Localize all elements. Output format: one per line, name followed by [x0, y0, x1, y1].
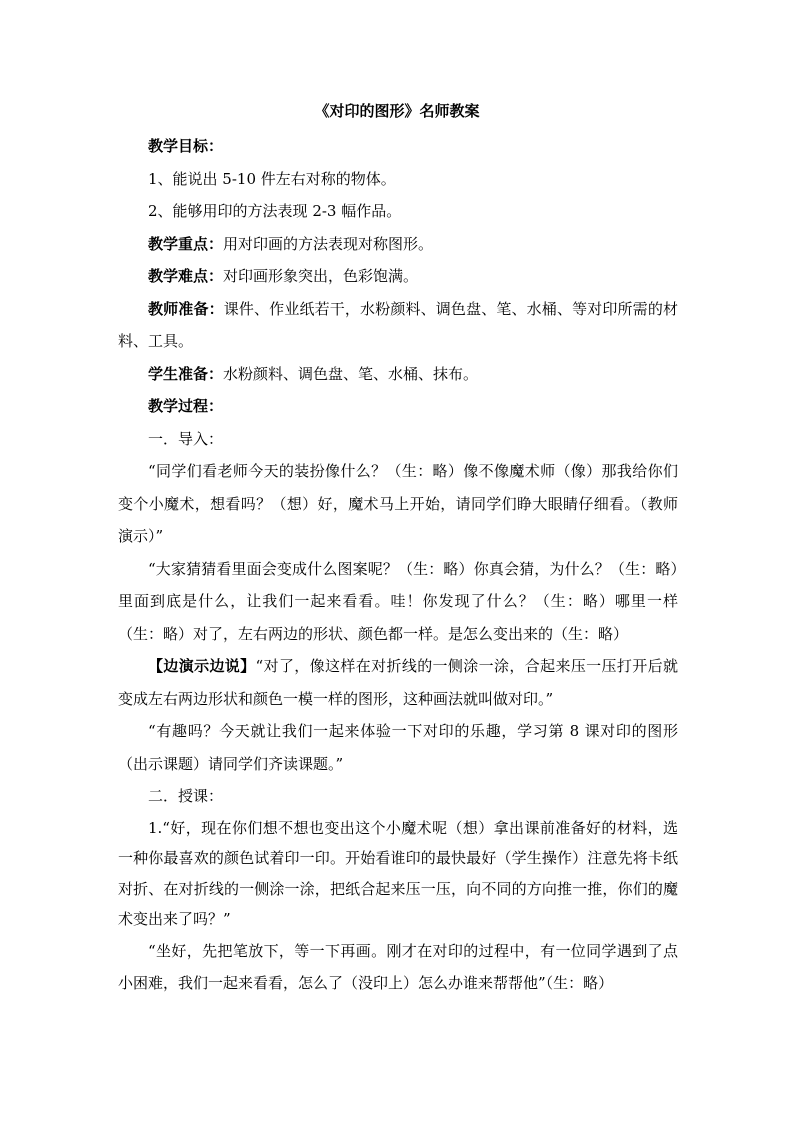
- student-preparation: [118, 358, 678, 391]
- paragraph-6: “坐好，先把笔放下，等一下再画。刚才在对印的过程中，有一位同学遇到了点小困难，我们一起来看看，怎么了（没印上）怎么办谁来帮帮他”（生：略）: [118, 941, 678, 992]
- key-point: [118, 228, 678, 261]
- section-lesson-heading: 二．授课：: [148, 787, 224, 805]
- paragraph-3: [118, 650, 678, 715]
- demo-label: 【边演示边说】: [148, 657, 256, 675]
- document-title: 《对印的图形》名师教案: [314, 102, 480, 120]
- paragraph-2: “大家猜猜看里面会变成什么图案呢？（生：略）你真会猜，为什么？（生：略）里面到底是什么，让我们一起来看看。哇！你发现了什么？（生：略）哪里一样（生：略）对了，左右两边的形状、颜色都一样。是怎么变出来的（生：略）: [118, 559, 678, 643]
- key-point-text: 用对印画的方法表现对称图形。: [223, 234, 434, 253]
- process-heading: 教学过程：: [148, 397, 224, 415]
- section-intro-heading: 一．导入：: [148, 429, 224, 448]
- paragraph-1: “同学们看老师今天的装扮像什么？（生：略）像不像魔术师（像）那我给你们变个小魔术，想看吗？（想）好，魔术马上开始，请同学们睁大眼睛仔细看。（教师演示）”: [118, 462, 678, 545]
- document-body: [118, 130, 678, 1000]
- demo-text: “对了，像这样在对折线的一侧涂一涂，合起来压一压打开后就变成左右两边形状和颜色一模一样的图形，这种画法就叫做对印。”: [118, 657, 678, 708]
- student-prep-label: 学生准备：: [148, 364, 224, 383]
- difficulty-text: 对印画形象突出，色彩饱满。: [223, 267, 419, 285]
- difficulty-point: [118, 260, 678, 293]
- student-prep-text: 水粉颜料、调色盘、笔、水桶、抹布。: [223, 364, 479, 383]
- key-point-label: 教学重点：: [148, 234, 224, 253]
- objective-heading: 教学目标：: [148, 137, 224, 155]
- objective-item-2: 2、能够用印的方法表现 2-3 幅作品。: [148, 202, 402, 220]
- paragraph-4: “有趣吗？今天就让我们一起来体验一下对印的乐趣，学习第 8 课对印的图形（出示课题）请同学们齐读课题。”: [118, 722, 678, 773]
- teacher-prep-label: 教师准备：: [148, 299, 224, 318]
- paragraph-5: 1.“好，现在你们想不想也变出这个小魔术呢（想）拿出课前准备好的材料，选一种你最喜欢的颜色试着印一印。开始看谁印的最快最好（学生操作）注意先将卡纸对折、在对折线的一侧涂一涂，把纸合起来压一压，向不同的方向推一推，你们的魔术变出来了吗？”: [118, 818, 678, 928]
- objective-item-1: 1、能说出 5-10 件左右对称的物体。: [148, 169, 396, 188]
- teacher-preparation: [118, 293, 678, 358]
- teacher-prep-text: 课件、作业纸若干，水粉颜料、调色盘、笔、水桶、等对印所需的材料、工具。: [118, 299, 678, 350]
- difficulty-label: 教学难点：: [148, 267, 224, 285]
